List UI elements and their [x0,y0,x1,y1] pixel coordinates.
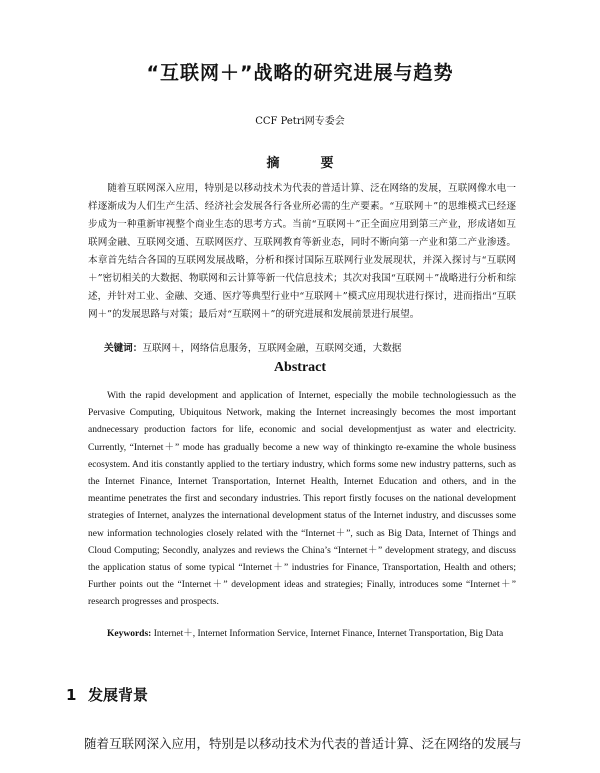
chinese-keywords-text: 互联网＋，网络信息服务，互联网金融，互联网交通，大数据 [142,343,402,354]
english-keywords-text: Internet＋, Internet Information Service, Internet Finance, Internet Transportation, Big Data [153,629,504,639]
section-number: 1 [66,686,77,704]
english-keywords-label: Keywords: [107,629,152,639]
section-body-text: 随着互联网深入应用，特别是以移动技术为代表的普适计算、泛在网络的发展与 [84,736,522,751]
english-abstract-heading: Abstract [273,360,327,375]
paper-title: “互联网＋”战略的研究进展与趋势 [146,62,454,84]
english-keywords [88,626,516,643]
chinese-abstract-body: 随着互联网深入应用，特别是以移动技术为代表的普适计算、泛在网络的发展，互联网像水电一样逐渐成为人们生产生活、经济社会发展各行各业所必需的生产要素。“互联网＋”的思维模式已经逐步成为一种重新审视整个商业生态的思考方式。当前“互联网＋”正全面应用到第三产业，形成诸如互联网金融、互联网交通、互联网医疗、互联网教育等新业态，同时不断向第一产业和第二产业渗透。本章首先结合各国的互联网发展战略，分析和探讨国际互联网行业发展现状，并深入探讨与“互联网＋”密切相关的大数据、物联网和云计算等新一代信息技术；其次对我国“互联网＋”战略进行分析和综述，并针对工业、金融、交通、医疗等典型行业中“互联网＋”模式应用现状进行探讨，进而指出“互联网＋”的发展思路与对策；最后对“互联网＋”的研究进展和发展前景进行展望。 [88,183,516,320]
chinese-keywords-label: 关键词： [104,343,143,354]
author-line: CCF Petri网专委会 [255,116,345,127]
english-abstract-body: With the rapid development and application of Internet, especially the mobile technologiessuch as the Pervasive Computing, Ubiquitous Network, making the Internet increasingly becomes the most important andnecessary production factors for life, economic and social developmentjust as water and electricity. Currently, “Internet＋” mode has gradually become a new way of thinkingto re-examine the whole business ecosystem. And itis constantly applied to the tertiary industry, which forms some new industry patterns, such as the Internet Finance, Internet Transportation, Internet Health, Internet Education and others, and in the meantime penetrates the first and secondary industries. This report firstly focuses on the national development strategies of Internet, analyzes the international development status of the Internet industry, and discusses some new information technologies closely related with the “Internet＋”, such as Big Data, Internet of Things and Cloud Computing; Secondly, analyzes and reviews the China’s “Internet＋” development strategy, and discuss the application status of some typical “Internet＋” industries for Finance, Transportation, Health and others; Further points out the “Internet＋” development ideas and strategies; Finally, introduces some “Internet＋” research progresses and prospects. [88,391,516,608]
chinese-keywords [104,342,524,356]
chinese-abstract-heading: 摘 要 [266,156,348,171]
section-heading [66,684,148,705]
section-title: 发展背景 [88,686,149,704]
